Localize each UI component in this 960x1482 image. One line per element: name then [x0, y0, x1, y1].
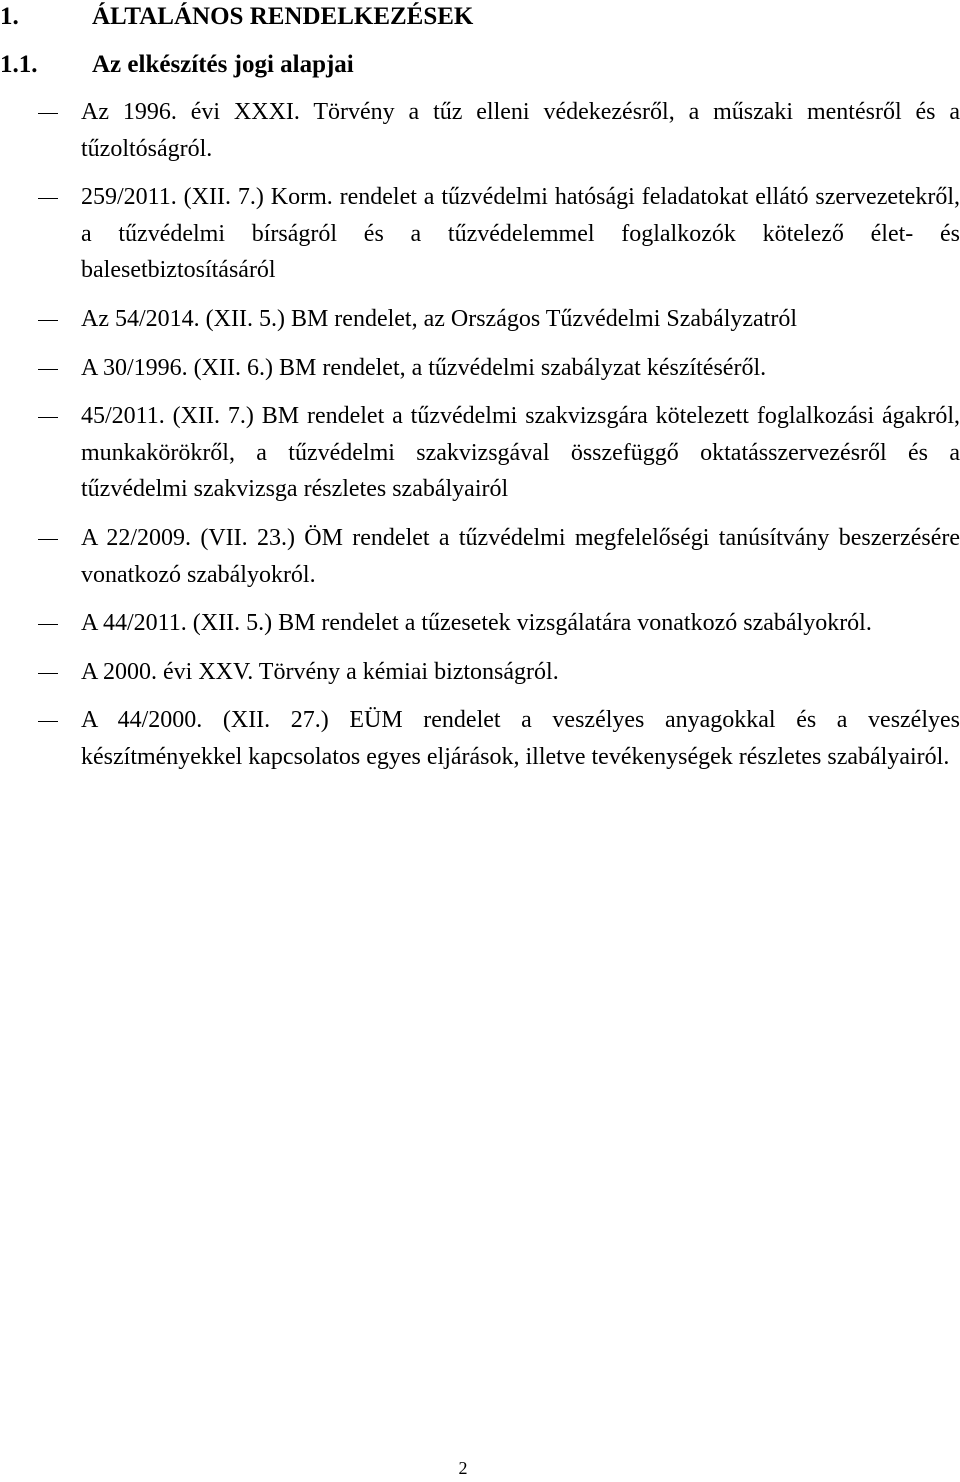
dash-bullet-icon [38, 721, 58, 722]
list-item [0, 350, 960, 387]
list-item [0, 605, 960, 642]
dash-bullet-icon [38, 624, 58, 625]
list-item-text: A 2000. évi XXV. Törvény a kémiai biztonságról. [81, 658, 559, 685]
list-item-text: 259/2011. (XII. 7.) Korm. rendelet a tűzvédelmi hatósági feladatokat ellátó szervezetekről, a tűzvédelmi bírságról és a tűzvédelemmel foglalkozók kötelező élet- és balesetbiztosításáról [81, 184, 960, 284]
subsection-title: Az elkészítés jogi alapjai [92, 51, 354, 78]
dash-bullet-icon [38, 417, 58, 418]
list-item [0, 520, 960, 593]
dash-bullet-icon [38, 369, 58, 370]
dash-bullet-icon [38, 198, 58, 199]
dash-bullet-icon [38, 113, 58, 114]
list-item-text: Az 54/2014. (XII. 5.) BM rendelet, az Országos Tűzvédelmi Szabályzatról [81, 305, 797, 332]
dash-bullet-icon [38, 673, 58, 674]
subsection-number: 1.1. [0, 51, 38, 78]
list-item [0, 702, 960, 775]
list-item [0, 301, 960, 338]
section-number: 1. [0, 3, 19, 30]
section-title: ÁLTALÁNOS RENDELKEZÉSEK [92, 3, 474, 30]
list-item-text: A 30/1996. (XII. 6.) BM rendelet, a tűzvédelmi szabályzat készítéséről. [81, 354, 767, 381]
list-item-text: A 44/2000. (XII. 27.) EÜM rendelet a veszélyes anyagokkal és a veszélyes készítményekkel kapcsolatos egyes eljárások, illetve tevékenységek részletes szabályairól. [81, 707, 960, 770]
list-item [0, 179, 960, 289]
page-number: 2 [458, 1458, 468, 1478]
dash-bullet-icon [38, 539, 58, 540]
list-item-text: A 22/2009. (VII. 23.) ÖM rendelet a tűzvédelmi megfelelőségi tanúsítvány beszerzésére vonatkozó szabályokról. [81, 524, 960, 588]
list-item-text: Az 1996. évi XXXI. Törvény a tűz elleni védekezésről, a műszaki mentésről és a tűzoltóságról. [81, 99, 960, 162]
list-item-text: 45/2011. (XII. 7.) BM rendelet a tűzvédelmi szakvizsgára kötelezett foglalkozási ágakról, munkakörökről, a tűzvédelmi szakvizsgával összefüggő oktatásszervezésről és a tűzvédelmi szakvizsga részletes szabályairól [81, 403, 960, 503]
legal-basis-list [0, 94, 960, 788]
list-item [0, 94, 960, 167]
list-item [0, 398, 960, 508]
list-item-text: A 44/2011. (XII. 5.) BM rendelet a tűzesetek vizsgálatára vonatkozó szabályokról. [81, 610, 872, 637]
dash-bullet-icon [38, 320, 58, 321]
list-item [0, 654, 960, 691]
